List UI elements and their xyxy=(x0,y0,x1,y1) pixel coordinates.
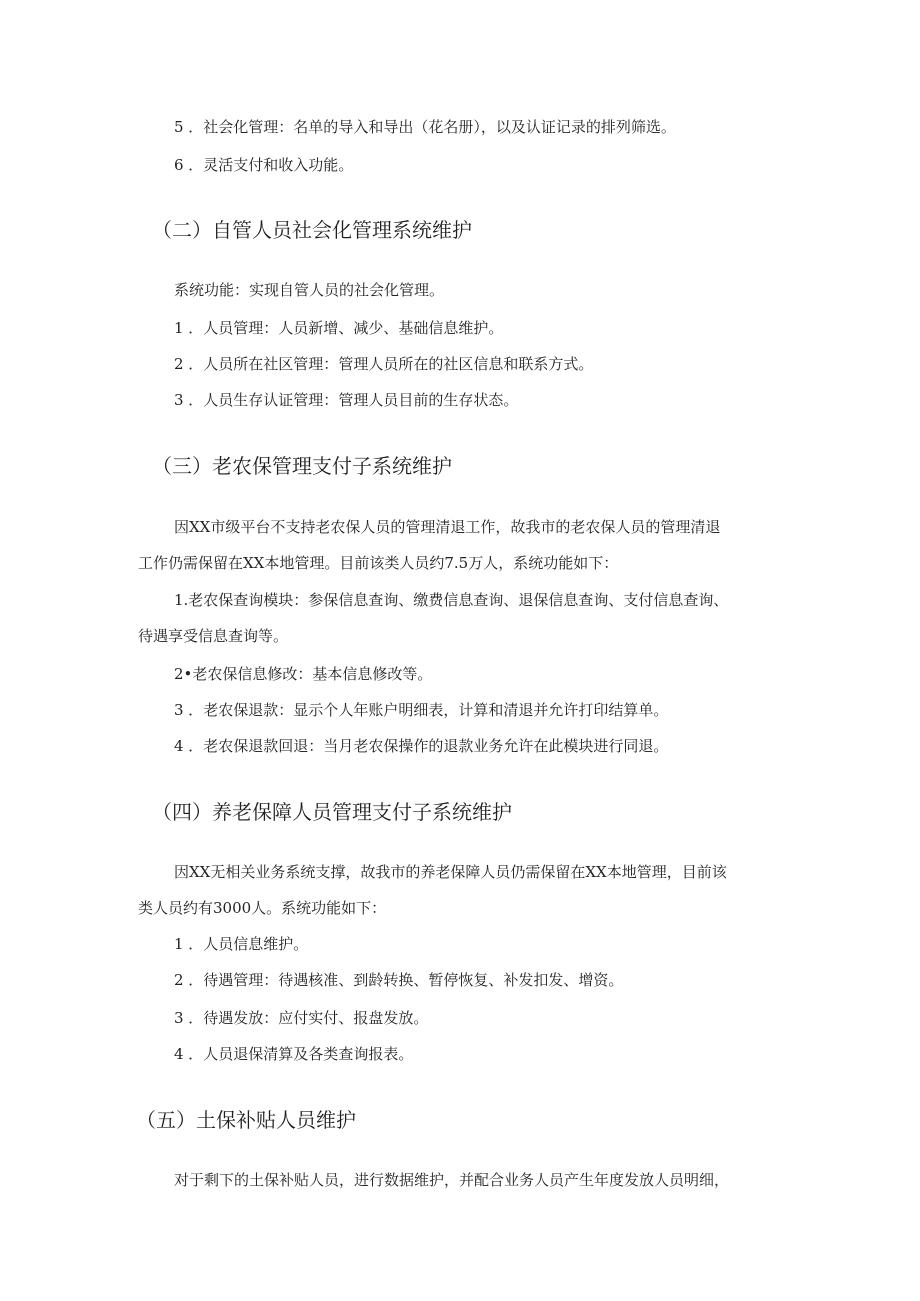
list-item-1-query-line-2: 待遇享受信息查询等。 xyxy=(138,627,289,645)
section-heading-2: （二）自管人员社会化管理系统维护 xyxy=(152,218,472,242)
list-item-1-query-line-1: 1.老农保查询模块：参保信息查询、缴费信息查询、退保信息查询、支付信息查询、 xyxy=(174,591,729,609)
list-item-3-refund: 3 ．老农保退款：显示个人年账户明细表，计算和清退并允许打印结算单。 xyxy=(174,701,669,719)
paragraph-5-line-1: 对于剩下的土保补贴人员，进行数据维护，并配合业务人员产生年度发放人员明细， xyxy=(174,1171,730,1189)
list-item-1-personnel: 1 ．人员管理：人员新增、减少、基础信息维护。 xyxy=(174,319,504,337)
paragraph-3-line-2: 工作仍需保留在XX本地管理。目前该类人员约7.5万人，系统功能如下： xyxy=(138,554,619,572)
list-item-4-settlement-reports: 4 ．人员退保清算及各类查询报表。 xyxy=(174,1045,414,1063)
paragraph-system-function: 系统功能：实现自管人员的社会化管理。 xyxy=(174,281,445,299)
list-item-5-social-management: 5 ．社会化管理：名单的导入和导出（花名册），以及认证记录的排列筛选。 xyxy=(174,118,676,136)
paragraph-3-line-1: 因XX市级平台不支持老农保人员的管理清退工作，故我市的老农保人员的管理清退 xyxy=(174,518,721,536)
list-item-2-modify: 2•老农保信息修改：基本信息修改等。 xyxy=(174,665,433,683)
list-item-6-payment: 6 ．灵活支付和收入功能。 xyxy=(174,156,354,174)
list-item-3-survival: 3 ．人员生存认证管理：管理人员目前的生存状态。 xyxy=(174,391,519,409)
paragraph-4-line-1: 因XX无相关业务系统支撑，故我市的养老保障人员仍需保留在XX本地管理，目前该 xyxy=(174,863,727,881)
list-item-1-info-maintenance: 1 ．人员信息维护。 xyxy=(174,935,309,953)
list-item-3-benefit-payment: 3 ．待遇发放：应付实付、报盘发放。 xyxy=(174,1009,429,1027)
list-item-4-refund-rollback: 4 ．老农保退款回退：当月老农保操作的退款业务允许在此模块进行同退。 xyxy=(174,737,669,755)
section-heading-5: （五）土保补贴人员维护 xyxy=(136,1108,356,1132)
section-heading-4: （四）养老保障人员管理支付子系统维护 xyxy=(152,800,512,824)
paragraph-4-line-2: 类人员约有3000人。系统功能如下： xyxy=(138,899,387,917)
list-item-2-community: 2 ．人员所在社区管理：管理人员所在的社区信息和联系方式。 xyxy=(174,355,594,373)
section-heading-3: （三）老农保管理支付子系统维护 xyxy=(152,454,452,478)
list-item-2-benefit-management: 2 ．待遇管理：待遇核准、到龄转换、暂停恢复、补发扣发、增资。 xyxy=(174,971,624,989)
